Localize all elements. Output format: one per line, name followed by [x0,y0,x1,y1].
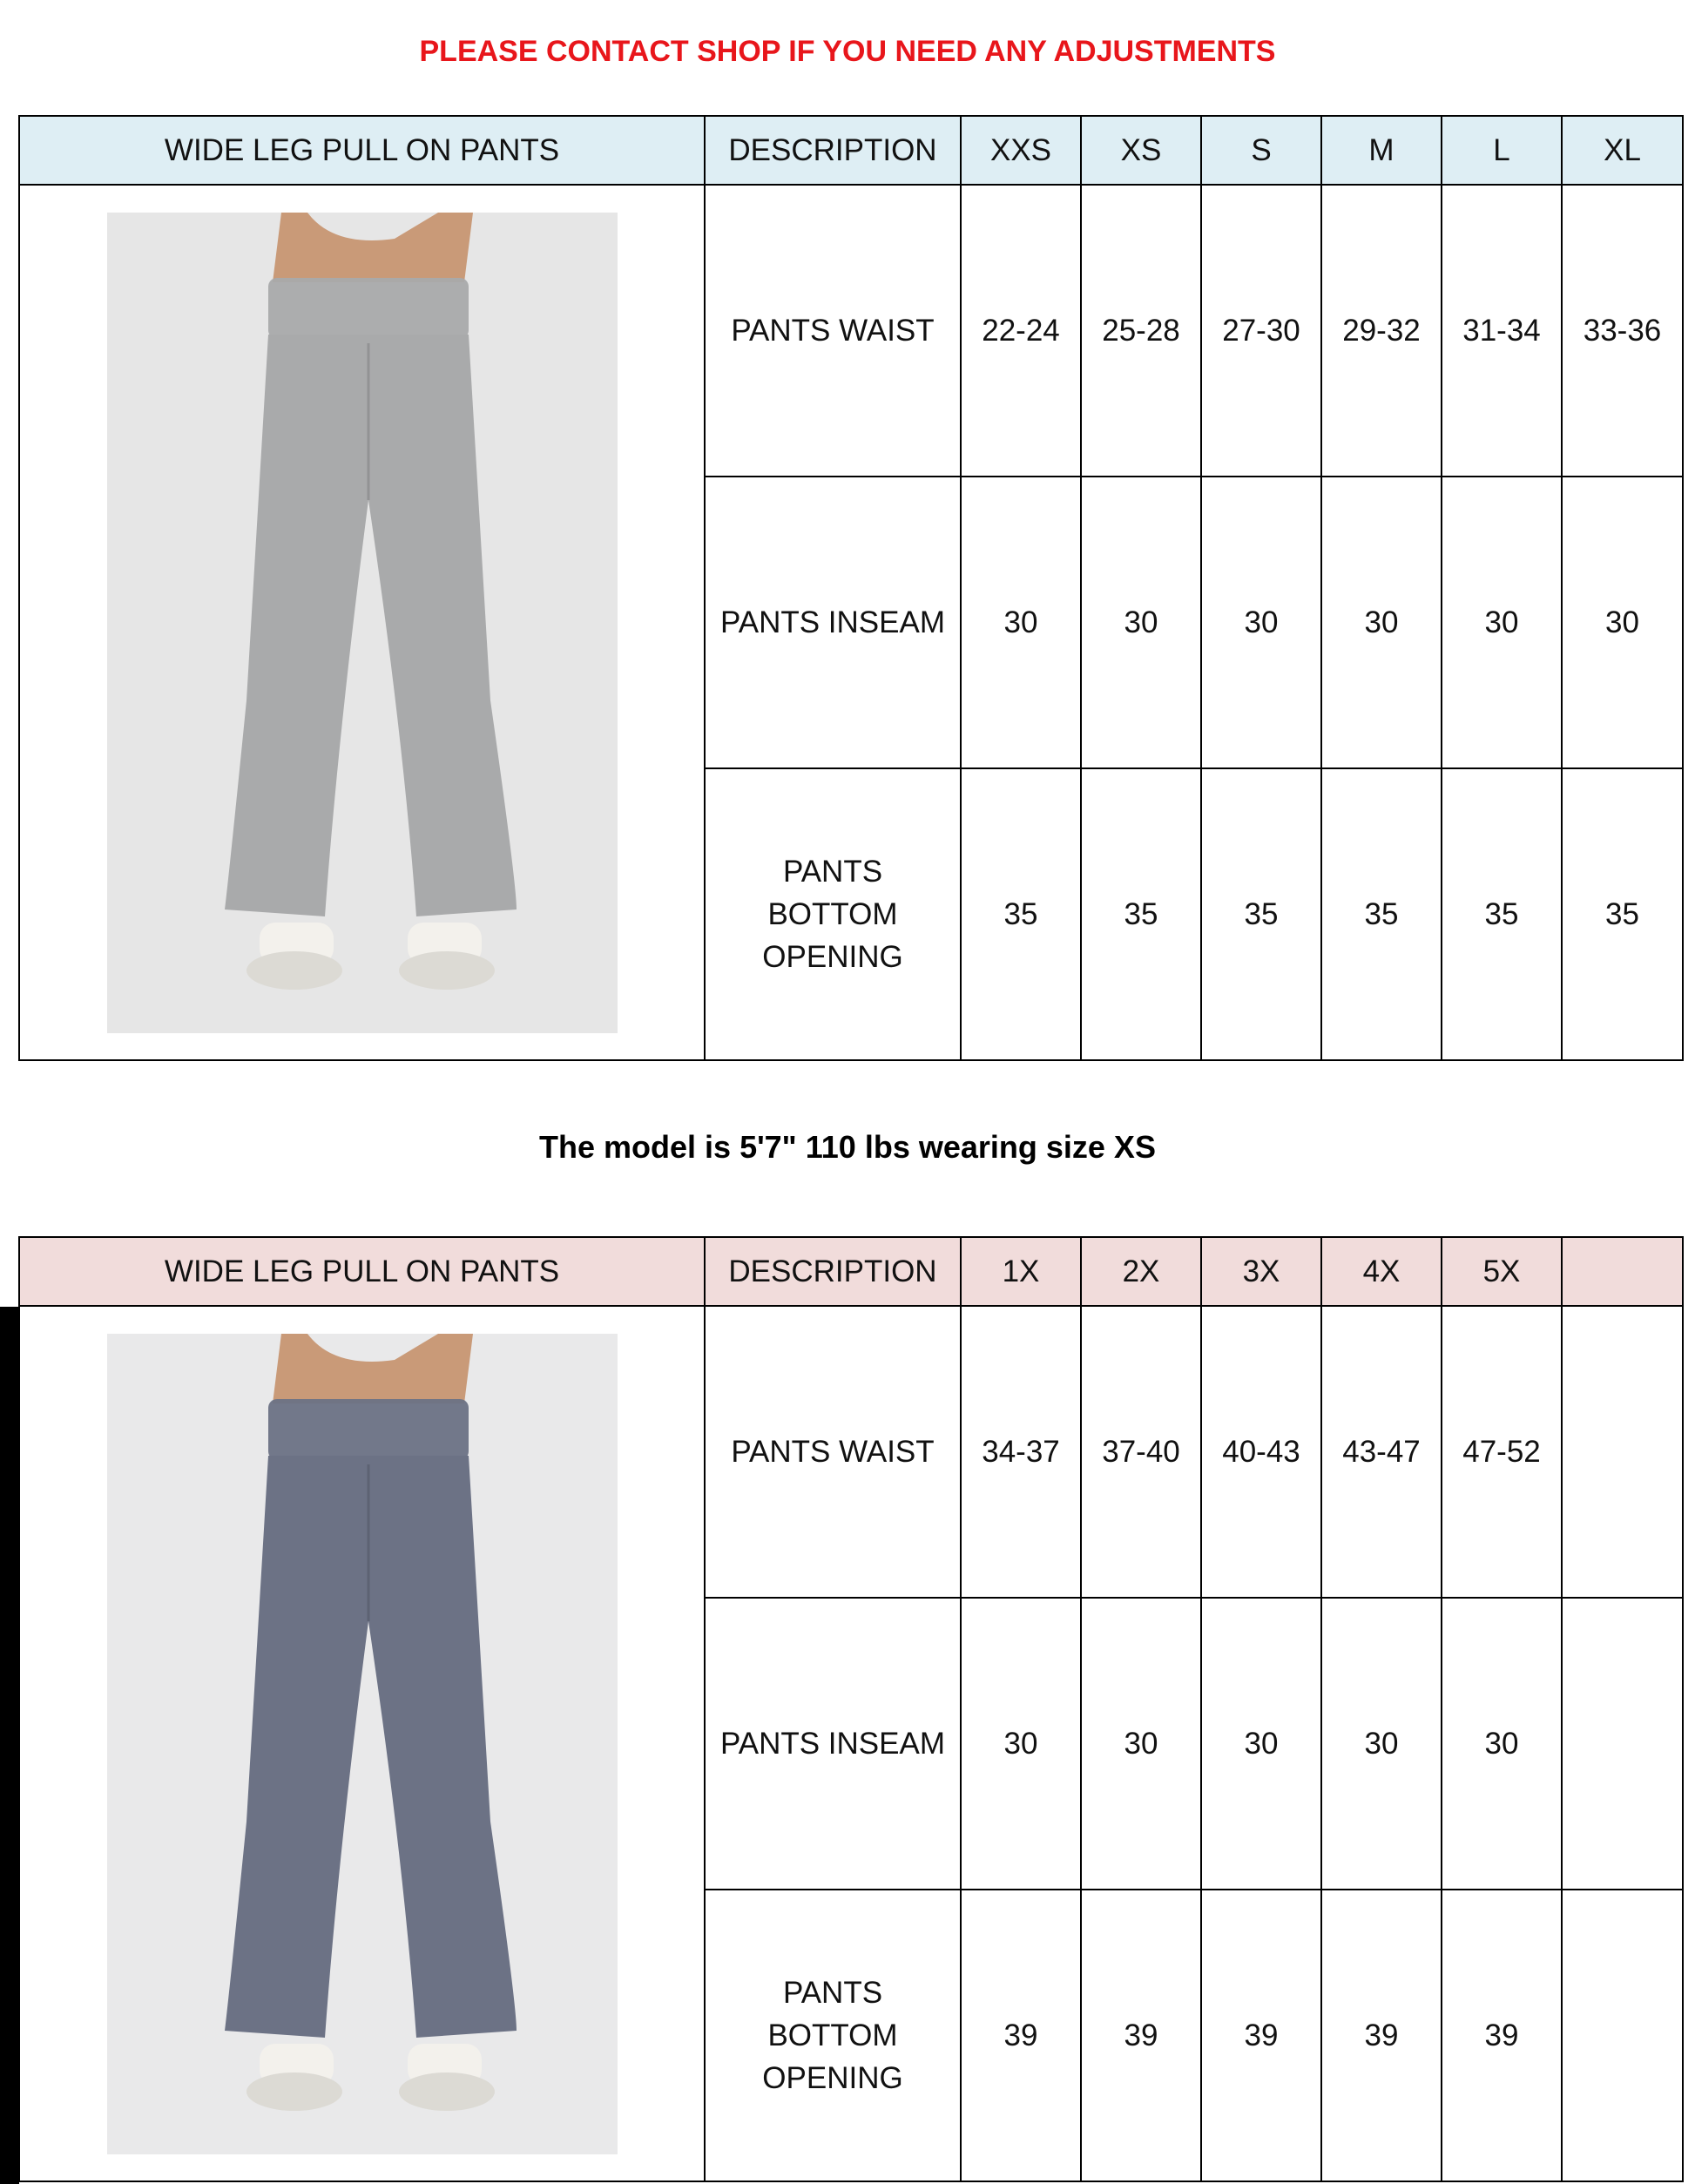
measurement-value: 39 [1442,1890,1562,2181]
product-photo-cell [19,185,705,1060]
measurement-value: 34-37 [961,1306,1081,1598]
measurement-value: 43-47 [1321,1306,1442,1598]
measurement-value: 31-34 [1442,185,1562,477]
measurement-value: 39 [961,1890,1081,2181]
measurement-label: PANTS WAIST [705,1306,961,1598]
measurement-value: 33-36 [1562,185,1683,477]
size-header: XXS [961,116,1081,185]
measurement-label: PANTS INSEAM [705,477,961,768]
measurement-value: 29-32 [1321,185,1442,477]
size-header: 1X [961,1237,1081,1306]
measurement-label: PANTS INSEAM [705,1598,961,1890]
size-header: 5X [1442,1237,1562,1306]
product-name-header: WIDE LEG PULL ON PANTS [19,116,705,185]
description-header: DESCRIPTION [705,116,961,185]
measurement-value: 30 [1321,1598,1442,1890]
measurement-value [1562,1306,1683,1598]
product-photo [107,1334,618,2154]
table-header-row [19,116,1683,185]
product-photo-cell [19,1306,705,2181]
measurement-value: 35 [1201,768,1321,1060]
measurement-value: 35 [1321,768,1442,1060]
model-size-note: The model is 5'7" 110 lbs wearing size XS [539,1129,1156,1165]
measurement-value: 39 [1321,1890,1442,2181]
measurement-value: 40-43 [1201,1306,1321,1598]
measurement-value: 30 [1081,477,1201,768]
size-header: M [1321,116,1442,185]
measurement-label: PANTS BOTTOM OPENING [705,1890,961,2181]
measurement-value: 39 [1081,1890,1201,2181]
measurement-value: 30 [1442,1598,1562,1890]
measurement-value [1562,1598,1683,1890]
measurement-value: 37-40 [1081,1306,1201,1598]
measurement-value: 35 [1562,768,1683,1060]
measurement-value: 30 [961,477,1081,768]
measurement-value: 30 [1562,477,1683,768]
measurement-label: PANTS BOTTOM OPENING [705,768,961,1060]
measurement-value: 30 [961,1598,1081,1890]
measurement-label: PANTS WAIST [705,185,961,477]
size-header: S [1201,116,1321,185]
size-header: XS [1081,116,1201,185]
measurement-value [1562,1890,1683,2181]
size-header: 4X [1321,1237,1442,1306]
measurement-value: 30 [1201,1598,1321,1890]
measurement-value: 35 [961,768,1081,1060]
size-chart-table-plus [18,1236,1684,2182]
description-header: DESCRIPTION [705,1237,961,1306]
size-header [1562,1237,1683,1306]
size-header: 2X [1081,1237,1201,1306]
size-header: L [1442,116,1562,185]
product-name-header: WIDE LEG PULL ON PANTS [19,1237,705,1306]
measurement-value: 30 [1081,1598,1201,1890]
measurement-value: 27-30 [1201,185,1321,477]
table-row [19,1306,1683,1598]
measurement-value: 30 [1201,477,1321,768]
product-photo [107,213,618,1033]
measurement-value: 22-24 [961,185,1081,477]
adjustments-notice: PLEASE CONTACT SHOP IF YOU NEED ANY ADJUSTMENTS [419,35,1276,68]
size-header: XL [1562,116,1683,185]
measurement-value: 25-28 [1081,185,1201,477]
table-row [19,185,1683,477]
measurement-value: 35 [1442,768,1562,1060]
page-edge-bar [0,1307,19,2184]
measurement-value: 30 [1442,477,1562,768]
size-chart-table-regular [18,115,1684,1061]
measurement-value: 39 [1201,1890,1321,2181]
table-header-row [19,1237,1683,1306]
measurement-value: 30 [1321,477,1442,768]
measurement-value: 47-52 [1442,1306,1562,1598]
measurement-value: 35 [1081,768,1201,1060]
size-header: 3X [1201,1237,1321,1306]
